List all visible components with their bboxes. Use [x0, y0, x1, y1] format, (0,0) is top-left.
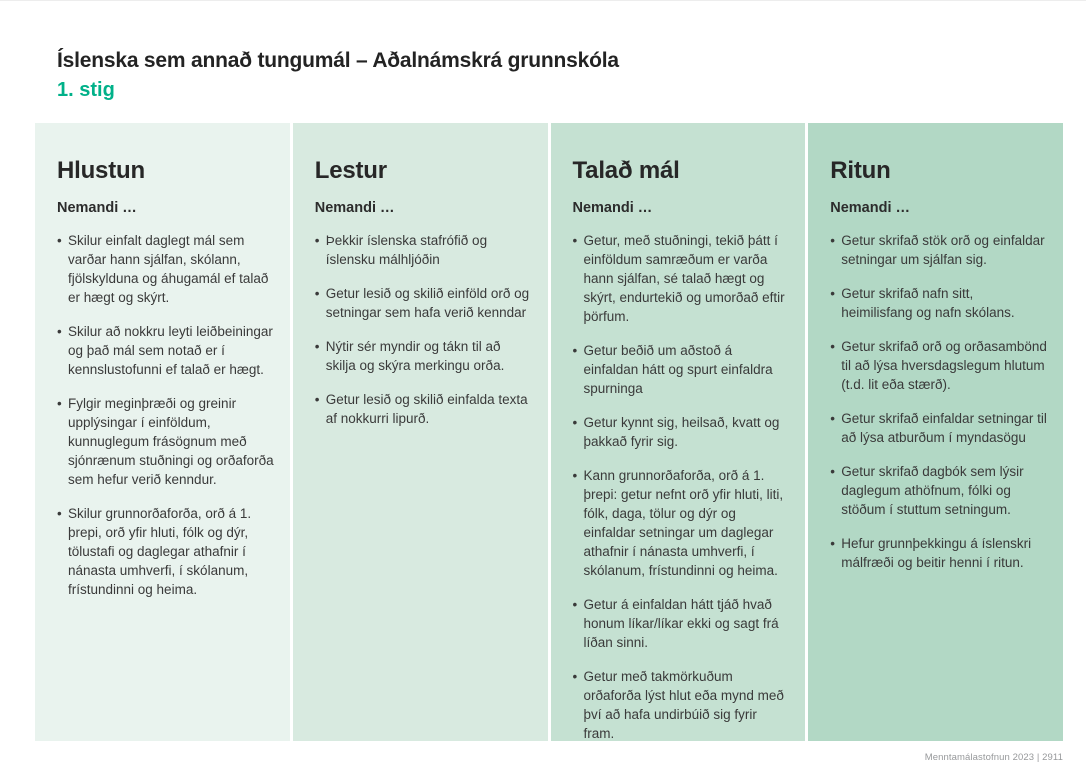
list-item: [830, 534, 1047, 572]
skill-columns: [35, 123, 1063, 741]
document-header: [57, 48, 619, 102]
list-item: [57, 231, 274, 307]
bullet-icon: •: [314, 285, 320, 301]
list-item-text: Getur, með stuðningi, tekið þátt í einföldum samræðum er varða hann sjálfan, sé talað hægt og skýrt, endurtekið og umorðað eftir þörfum.: [583, 232, 785, 324]
bullet-icon: •: [830, 232, 835, 248]
list-item: [573, 595, 790, 652]
list-item: [315, 284, 532, 322]
list-item: [573, 341, 790, 398]
list-item: [57, 394, 274, 489]
list-item-text: Nýtir sér myndir og tákn til að skilja og skýra merkingu orða.: [325, 338, 505, 373]
list-item-text: Getur skrifað orð og orðasambönd til að lýsa hversdagslegum hlutum (t.d. lit eða stærð).: [841, 338, 1047, 392]
column-hlustun: [35, 123, 290, 741]
column-heading: Hlustun: [57, 157, 145, 184]
bullet-icon: •: [572, 668, 578, 684]
list-item: [573, 466, 790, 580]
bullet-icon: •: [57, 395, 62, 411]
list-item-text: Skilur einfalt daglegt mál sem varðar hann sjálfan, skólann, fjölskylduna og áhugamál ef talað er hægt og skýrt.: [68, 232, 269, 305]
bullet-icon: •: [830, 410, 835, 426]
list-item: [573, 413, 790, 451]
list-item-text: Þekkir íslenska stafrófið og íslensku málhljóðin: [325, 232, 488, 267]
list-item-text: Getur skrifað dagbók sem lýsir daglegum athöfnum, fólki og stöðum í stuttum setningum.: [841, 463, 1024, 517]
list-item-text: Getur beðið um aðstoð á einfaldan hátt og spurt einfaldra spurninga: [583, 342, 773, 396]
list-item-text: Getur kynnt sig, heilsað, kvatt og þakkað fyrir sig.: [583, 414, 780, 449]
list-item-text: Getur skrifað einfaldar setningar til að lýsa atburðum í myndasögu: [841, 410, 1047, 445]
list-item: [830, 337, 1047, 394]
bullet-icon: •: [572, 342, 578, 358]
list-item-text: Getur lesið og skilið einföld orð og setningar sem hafa verið kenndar: [325, 285, 530, 320]
column-lead: Nemandi …: [314, 199, 395, 216]
bullet-icon: •: [314, 391, 320, 407]
list-item: [57, 504, 274, 599]
bullet-icon: •: [314, 338, 320, 354]
column-lead: Nemandi …: [830, 199, 911, 216]
list-item-text: Skilur grunnorðaforða, orð á 1. þrepi, orð yfir hluti, fólk og dýr, tölustafi og daglegar athafnir í nánasta umhverfi, í skólanum, frístundinni og heima.: [68, 505, 252, 597]
column-heading: Lestur: [314, 157, 387, 184]
column-item-list: [573, 231, 790, 743]
column-item-list: [830, 231, 1047, 572]
bullet-icon: •: [830, 338, 835, 354]
list-item: [830, 462, 1047, 519]
list-item-text: Getur skrifað stök orð og einfaldar setningar um sjálfan sig.: [841, 232, 1045, 267]
column-ritun: [808, 123, 1063, 741]
list-item: [830, 231, 1047, 269]
bullet-icon: •: [830, 535, 835, 551]
page-title: Íslenska sem annað tungumál – Aðalnámskrá grunnskóla: [57, 49, 619, 72]
list-item: [573, 667, 790, 743]
bullet-icon: •: [572, 232, 578, 248]
list-item-text: Getur á einfaldan hátt tjáð hvað honum líkar/líkar ekki og sagt frá líðan sinni.: [583, 596, 779, 650]
column-lestur: [293, 123, 548, 741]
list-item-text: Getur með takmörkuðum orðaforða lýst hlut eða mynd með því að hafa undirbúið sig fyrir fram.: [583, 668, 784, 741]
bullet-icon: •: [572, 596, 578, 612]
bullet-icon: •: [57, 232, 62, 248]
list-item: [315, 390, 532, 428]
list-item: [57, 322, 274, 379]
list-item-text: Getur skrifað nafn sitt, heimilisfang og nafn skólans.: [841, 285, 1015, 320]
bullet-icon: •: [57, 323, 62, 339]
list-item: [830, 409, 1047, 447]
page-subtitle: 1. stig: [57, 79, 115, 102]
bullet-icon: •: [572, 467, 578, 483]
list-item-text: Fylgir meginþræði og greinir upplýsingar í einföldum, kunnuglegum frásögnum með sjónrænum stuðningi og orðaforða sem hefur verið kenndur.: [68, 395, 274, 487]
bullet-icon: •: [830, 463, 835, 479]
column-heading: Talað mál: [572, 157, 680, 184]
list-item: [315, 231, 532, 269]
list-item: [573, 231, 790, 326]
bullet-icon: •: [830, 285, 835, 301]
bullet-icon: •: [57, 505, 62, 521]
column-heading: Ritun: [830, 157, 891, 184]
list-item-text: Kann grunnorðaforða, orð á 1. þrepi: getur nefnt orð yfir hluti, liti, fólk, daga, tölur og dýr og einfaldar setningar um daglegar athafnir í nánasta umhverfi, í skólanum, frístundinni og heima.: [583, 467, 784, 578]
column-lead: Nemandi …: [57, 199, 137, 216]
list-item-text: Skilur að nokkru leyti leiðbeiningar og það mál sem notað er í kennslustofunni ef talað er hægt.: [68, 323, 273, 377]
column-item-list: [57, 231, 274, 599]
list-item-text: Getur lesið og skilið einfalda texta af nokkurri lipurð.: [325, 391, 528, 426]
list-item: [830, 284, 1047, 322]
bullet-icon: •: [314, 232, 320, 248]
column-lead: Nemandi …: [572, 199, 653, 216]
bullet-icon: •: [572, 414, 578, 430]
footer-credit: Menntamálastofnun 2023 | 2911: [924, 752, 1063, 763]
column-item-list: [315, 231, 532, 428]
column-talad-mal: [551, 123, 806, 741]
list-item-text: Hefur grunnþekkingu á íslenskri málfræði og beitir henni í ritun.: [841, 535, 1032, 570]
list-item: [315, 337, 532, 375]
